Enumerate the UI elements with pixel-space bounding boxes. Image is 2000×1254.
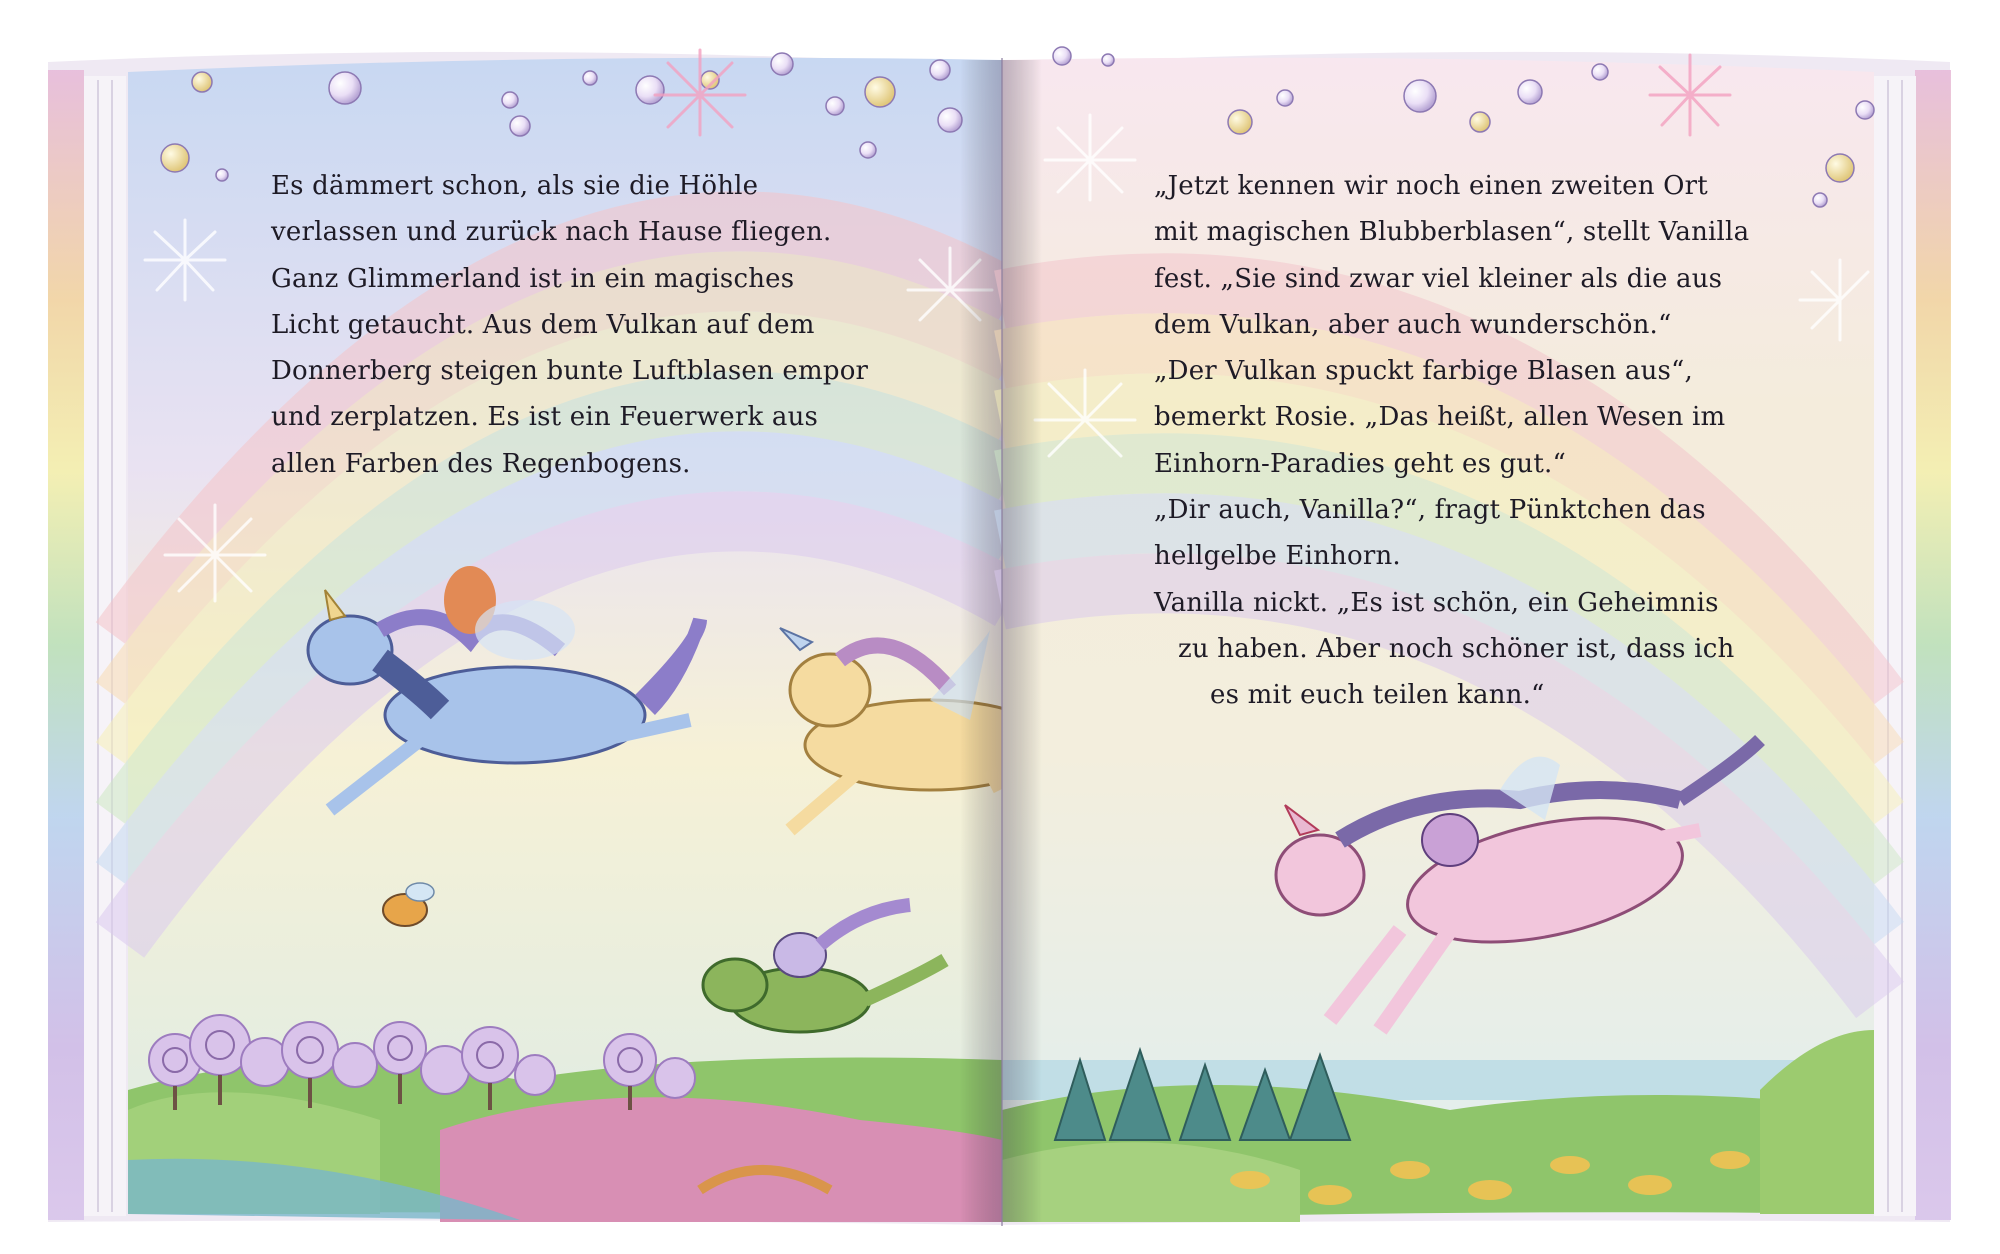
text-line: Vanilla nickt. „Es ist schön, ein Geheimnis — [1154, 587, 1719, 618]
text-line: verlassen und zurück nach Hause fliegen. — [271, 217, 832, 248]
text-line: zu haben. Aber noch schöner ist, dass ich — [1178, 633, 1735, 664]
text-line: Es dämmert schon, als sie die Höhle — [271, 171, 759, 201]
text-line: Einhorn-Paradies geht es gut.“ — [1154, 448, 1566, 479]
text-line: mit magischen Blubberblasen“, stellt Vanilla — [1154, 217, 1750, 248]
text-line: Donnerberg steigen bunte Luftblasen empor — [271, 356, 869, 387]
text-line: es mit euch teilen kann.“ — [1210, 680, 1545, 711]
text-line: „Der Vulkan spuckt farbige Blasen aus“, — [1154, 356, 1694, 387]
text-line: Licht getaucht. Aus dem Vulkan auf dem — [271, 309, 815, 340]
text-line: „Jetzt kennen wir noch einen zweiten Ort — [1154, 171, 1708, 201]
left-page-text — [271, 163, 868, 487]
text-line: Ganz Glimmerland ist in ein magisches — [271, 263, 795, 294]
text-line: dem Vulkan, aber auch wunderschön.“ — [1154, 309, 1672, 340]
text-line: fest. „Sie sind zwar viel kleiner als die aus — [1154, 263, 1723, 294]
text-line: hellgelbe Einhorn. — [1154, 541, 1401, 572]
text-line: „Dir auch, Vanilla?“, fragt Pünktchen das — [1154, 495, 1706, 526]
text-line: bemerkt Rosie. „Das heißt, allen Wesen im — [1154, 402, 1726, 433]
right-page-text — [1154, 163, 1749, 719]
text-line: allen Farben des Regenbogens. — [271, 448, 691, 479]
text-line: und zerplatzen. Es ist ein Feuerwerk aus — [271, 402, 819, 433]
